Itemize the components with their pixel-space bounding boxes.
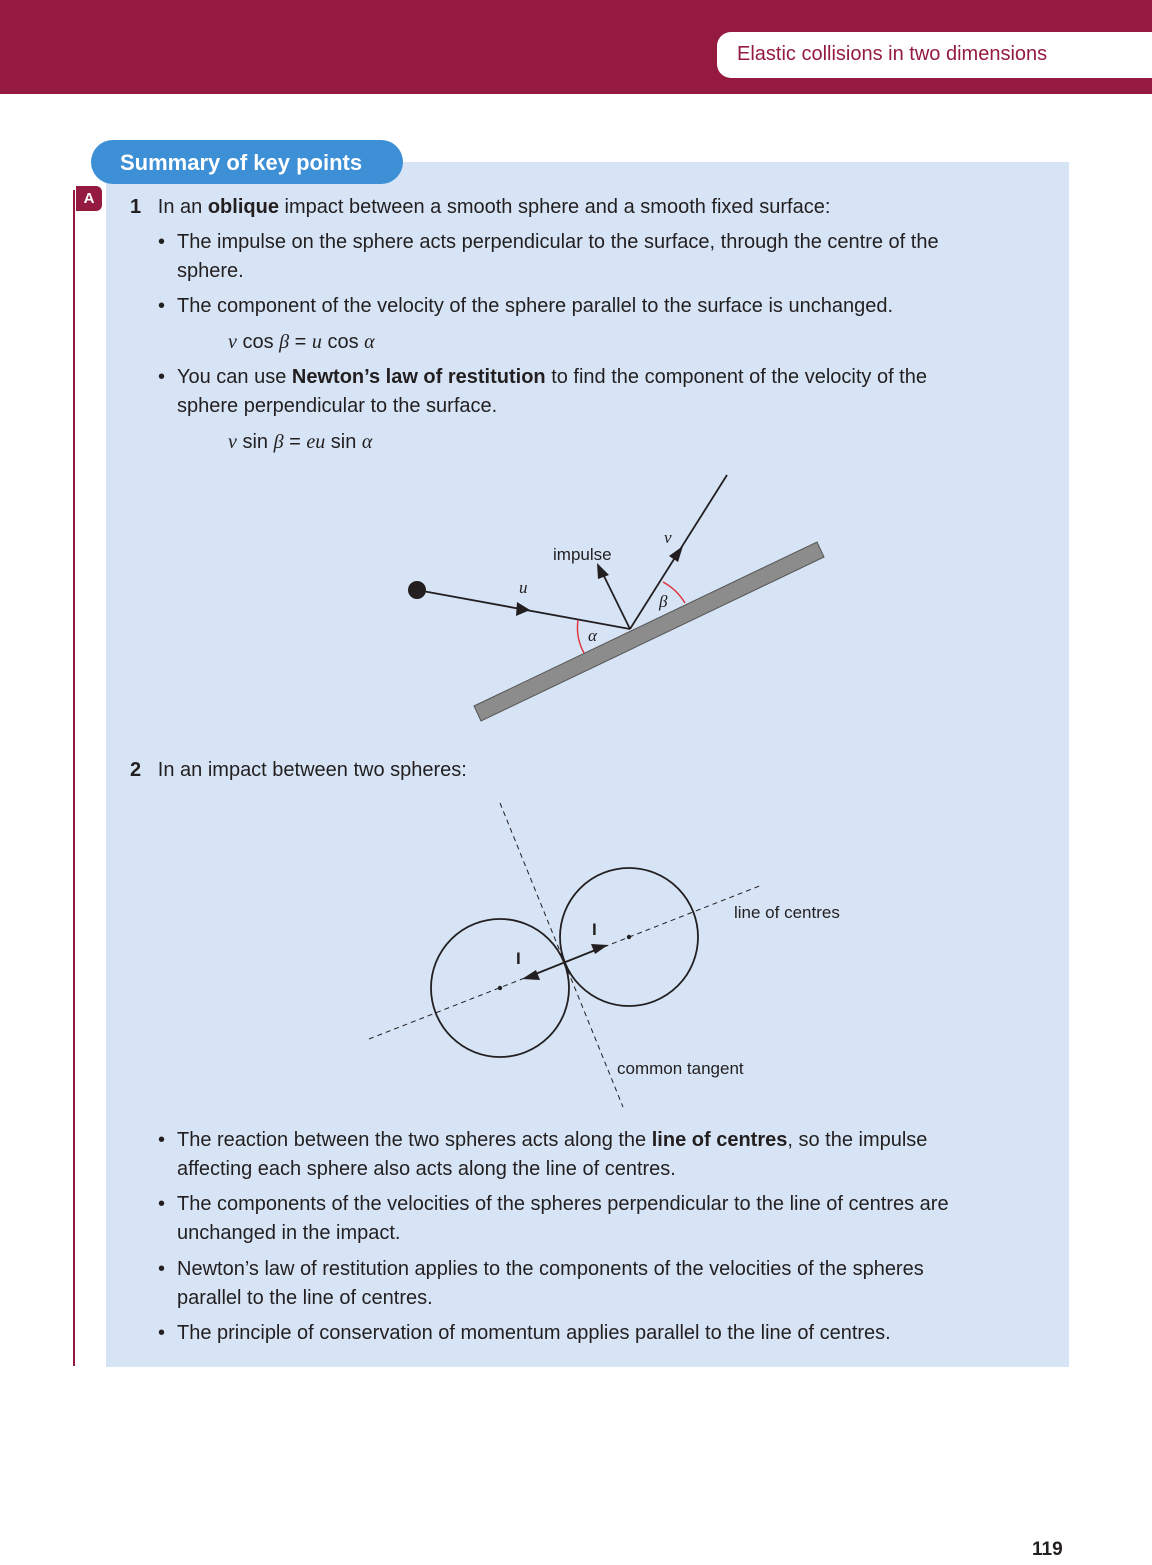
point1-intro-bold: oblique — [207, 196, 279, 218]
formula1-beta: β — [279, 331, 290, 353]
impulse-arrowhead-right — [591, 944, 608, 954]
impulse-arrowhead-left — [522, 970, 540, 980]
summary-title: Summary of key points — [120, 150, 363, 175]
point2-bullet1-post: , so the impulse — [787, 1129, 928, 1151]
point2-bullet2-line2: unchanged in the impact. — [177, 1222, 401, 1244]
formula1-u: u — [311, 331, 322, 353]
level-badge: A — [76, 186, 102, 211]
formula2-eu: eu — [306, 431, 326, 453]
point2-intro-text: In an impact between two spheres: — [157, 759, 467, 781]
point1-bullet2-line1: The component of the velocity of the sphere parallel to the surface is unchanged. — [177, 295, 893, 317]
point2-bullet1-pre: The reaction between the two spheres acts along the — [177, 1129, 652, 1151]
point1-intro-post: impact between a smooth sphere and a smooth fixed surface: — [278, 196, 831, 218]
bullet-dot: • — [158, 1129, 166, 1151]
point1-bullet3-pre: You can use — [177, 366, 292, 388]
formula1-v: v — [228, 331, 237, 353]
point1-bullet1-line2: sphere. — [177, 260, 244, 282]
v-arrowhead — [669, 546, 683, 562]
bullet-dot: • — [158, 295, 166, 317]
alpha-arc — [577, 620, 584, 653]
point2-bullet2-line1: The components of the velocities of the spheres perpendicular to the line of centres are — [177, 1193, 949, 1215]
impulse-arrow-shaft — [528, 947, 603, 977]
impulse-label: impulse — [553, 545, 612, 564]
formula1-cos1: cos — [236, 331, 280, 353]
impulse-right-label: I — [592, 920, 597, 939]
impulse-arrowhead — [597, 563, 609, 579]
point2-bullet3-line2: parallel to the line of centres. — [177, 1287, 433, 1309]
formula2-sin2: sin — [325, 431, 362, 453]
fixed-surface — [474, 542, 824, 721]
beta-label: β — [659, 592, 668, 611]
point2-number: 2 — [130, 759, 142, 781]
impulse-left-label: I — [516, 949, 521, 968]
formula2-beta: β — [273, 431, 284, 453]
formula2-alpha: α — [361, 431, 373, 453]
bullet-dot: • — [158, 1322, 166, 1344]
oblique-impact-diagram — [408, 475, 824, 721]
u-arrowhead — [516, 602, 530, 616]
common-tangent-label: common tangent — [617, 1059, 744, 1078]
alpha-label: α — [588, 626, 597, 645]
u-label: u — [519, 578, 528, 597]
bullet-dot: • — [158, 1193, 166, 1215]
point1-bullet3-post: to find the component of the velocity of the — [545, 366, 927, 388]
formula2-v: v — [228, 431, 237, 453]
point1-bullet3-line2: sphere perpendicular to the surface. — [177, 395, 498, 417]
point2-bullet4-line1: The principle of conservation of momentum applies parallel to the line of centres. — [177, 1322, 891, 1344]
chapter-title: Elastic collisions in two dimensions — [737, 43, 1048, 65]
formula2-eq: = — [283, 431, 307, 453]
point1-bullet3-bold: Newton’s law of restitution — [291, 366, 546, 388]
impulse-arrow — [601, 570, 630, 629]
bullet-dot: • — [158, 366, 166, 388]
two-spheres-diagram — [369, 803, 840, 1107]
bullet-dot: • — [158, 231, 166, 253]
point2-bullet1-bold: line of centres — [651, 1129, 788, 1151]
line-of-centres-label: line of centres — [734, 903, 840, 922]
point2-bullet3-line1: Newton’s law of restitution applies to the components of the velocities of the spheres — [177, 1258, 924, 1280]
point1-number: 1 — [130, 196, 142, 218]
page-number: 119 — [1032, 1539, 1063, 1560]
v-label: v — [664, 528, 672, 547]
bullet-dot: • — [158, 1258, 166, 1280]
formula1-cos2: cos — [321, 331, 365, 353]
point1-intro-pre: In an — [157, 196, 208, 218]
formula1-eq: = — [289, 331, 312, 353]
point1-bullet1-line1: The impulse on the sphere acts perpendicular to the surface, through the centre of the — [177, 231, 939, 253]
formula1-alpha: α — [364, 331, 375, 353]
point2-bullet1-line2: affecting each sphere also acts along the line of centres. — [177, 1158, 676, 1180]
left-centre-dot — [498, 986, 502, 990]
formula2-sin1: sin — [236, 431, 274, 453]
right-centre-dot — [627, 935, 631, 939]
